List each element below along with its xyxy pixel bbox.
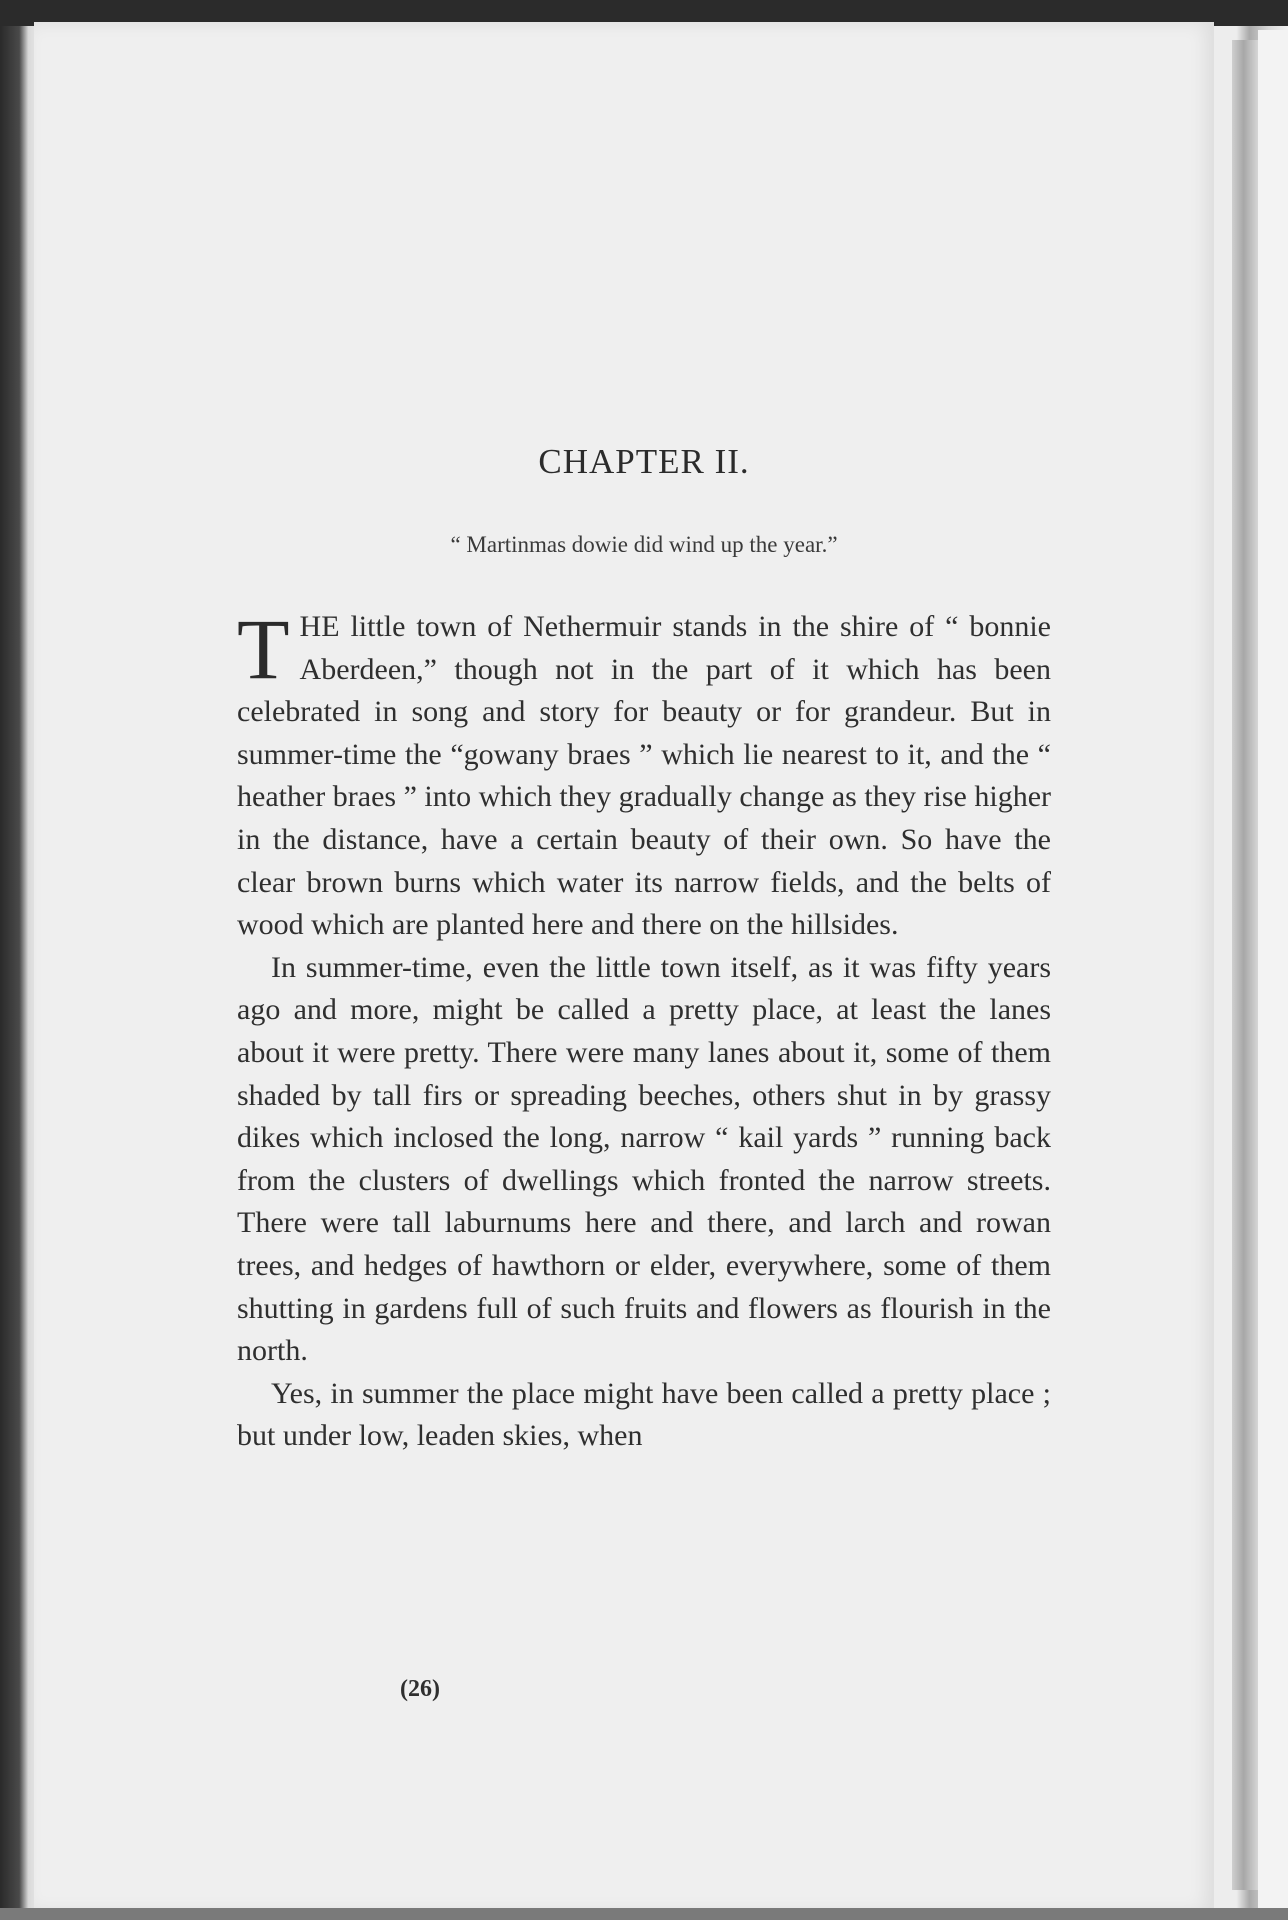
page-edge-shadow [1232, 40, 1258, 1890]
adjacent-page-edge [1258, 30, 1288, 1920]
paragraph-3: Yes, in summer the place might have been called a pretty place ; but under low, leaden skies, when [237, 1376, 1051, 1453]
page-number: (26) [400, 1676, 440, 1702]
chapter-title: CHAPTER II. [538, 442, 750, 481]
paragraph-2: In summer-time, even the little town itself, as it was fifty years ago and more, might be called a pretty place, at least the lanes about it were pretty. There were many lanes about it, some of them shaded by tall firs or spreading beeches, others shut in by grassy dikes which inclosed the long, narrow “ kail yards ” running back from the clusters of dwellings which fronted the narrow streets. There were tall laburnums here and there, and larch and rowan trees, and hedges of hawthorn or elder, everywhere, some of them shutting in gardens full of such fruits and flowers as flourish in the north. [237, 950, 1051, 1368]
chapter-text [237, 601, 1051, 1458]
scan-bottom-border [0, 1908, 1288, 1920]
drop-cap: T [237, 601, 290, 697]
chapter-epigraph: “ Martinmas dowie did wind up the year.” [450, 532, 838, 557]
paragraph-1-text: HE little town of Nethermuir stands in the shire of “ bonnie Aberdeen,” though not in the part of it which has been celebrated in song and story for beauty or for grandeur. But in summer-time the “gowany braes ” which lie nearest to it, and the “ heather braes ” into which they gradually change as they rise higher in the distance, have a certain beauty of their own. So have the clear brown burns which water its narrow fields, and the belts of wood which are planted here and there on the hillsides. [237, 610, 1051, 942]
paragraph-1 [237, 601, 1051, 947]
